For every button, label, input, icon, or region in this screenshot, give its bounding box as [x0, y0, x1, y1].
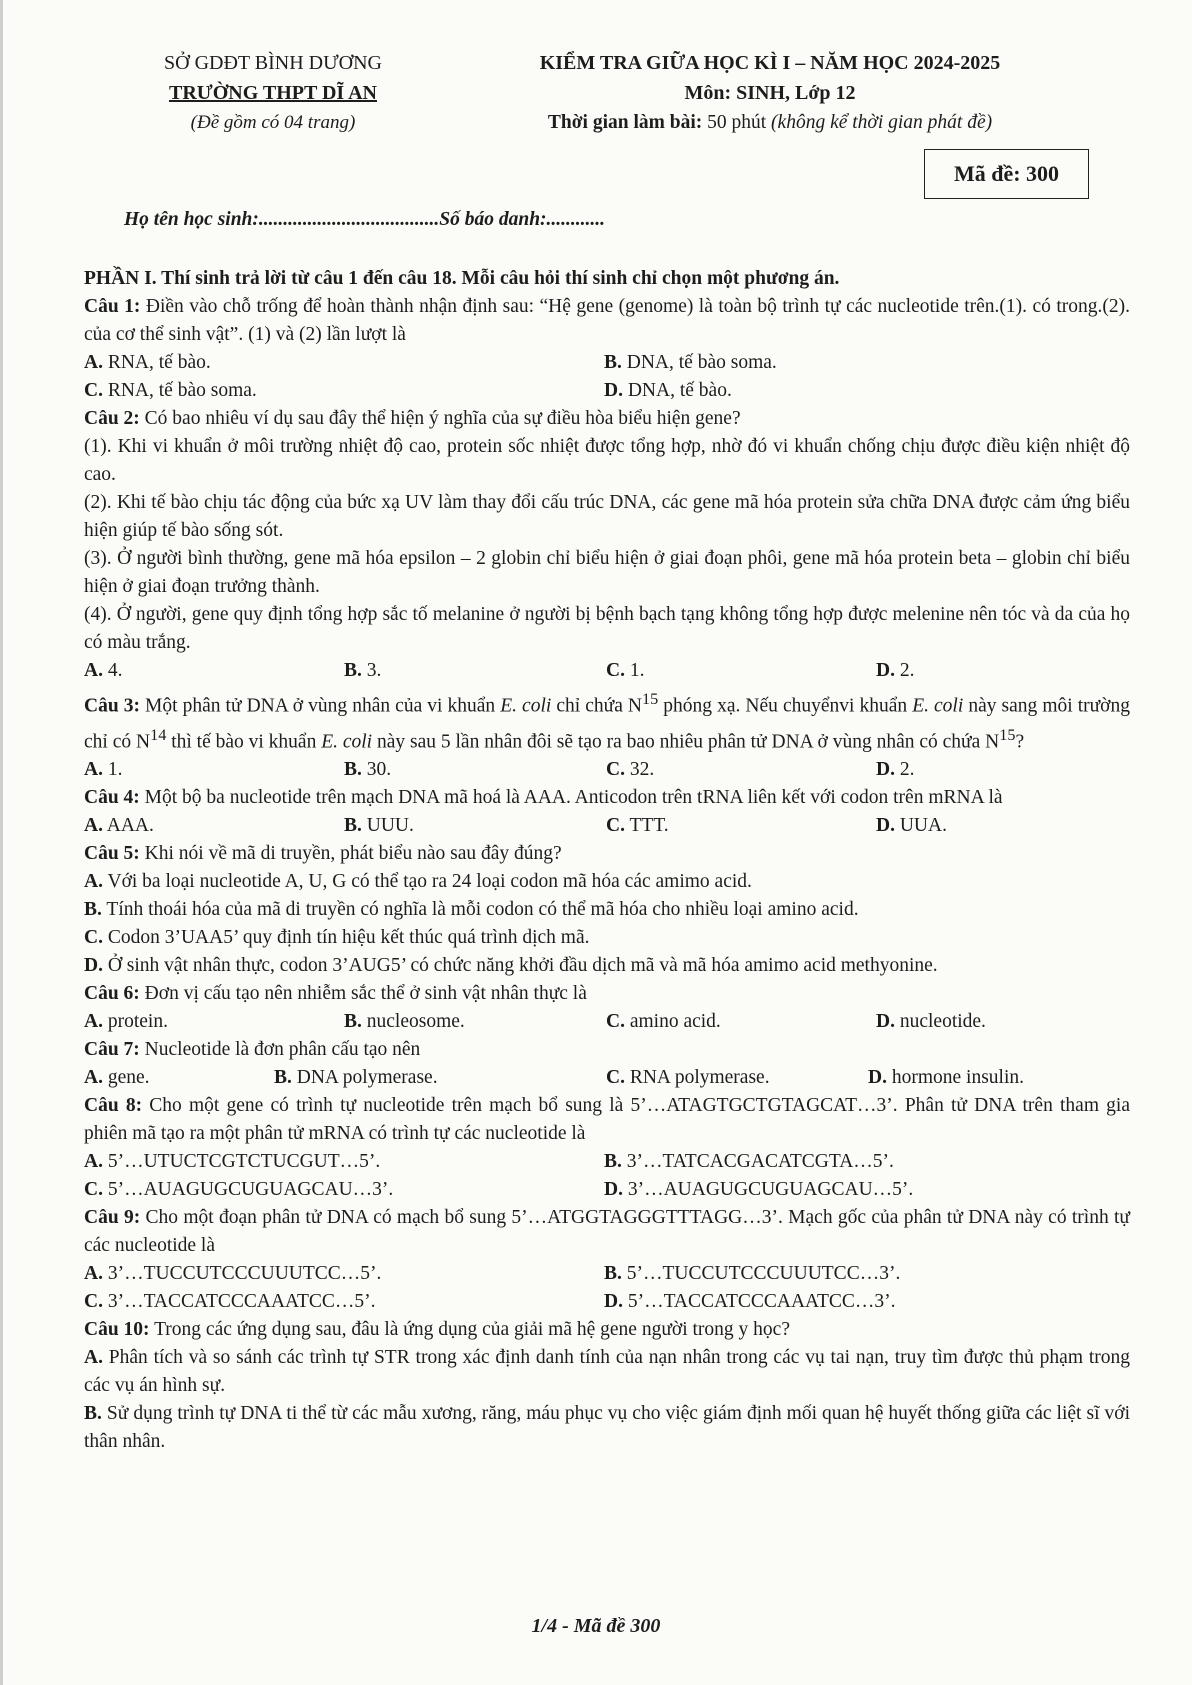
subject-line: Môn: SINH, Lớp 12 — [684, 82, 856, 104]
option-c: C. amino acid. — [606, 1011, 721, 1032]
option-a: A. 3’…TUCCUTCCCUUUTCC…5’. — [84, 1263, 382, 1284]
student-info-line: Họ tên học sinh:.....................................Số báo danh:............ — [124, 209, 606, 230]
option-b: B. Tính thoái hóa của mã di truyền có nghĩa là mỗi codon có thể mã hóa cho nhiều loại amino acid. — [84, 899, 859, 920]
question-label: Câu 6: — [84, 983, 140, 1004]
option-d: D. hormone insulin. — [868, 1067, 1025, 1088]
option-a: A. 5’…UTUCTCGTCTUCGUT…5’. — [84, 1151, 381, 1172]
page-footer: 1/4 - Mã đề 300 — [531, 1615, 661, 1637]
question-8 — [84, 1092, 1130, 1148]
pages-note: (Đề gồm có 04 trang) — [190, 112, 356, 133]
species-name: E. coli — [500, 695, 552, 717]
question-text: Một bộ ba nucleotide trên mạch DNA mã hoá là AAA. Anticodon trên tRNA liên kết với codon trên mRNA là — [139, 787, 1003, 808]
question-7 — [84, 1036, 1130, 1064]
question-text: Cho một gene có trình tự nucleotide trên mạch bổ sung là 5’…ATAGTGCTGTAGCAT…3’. Phân tử DNA trên tham gia phiên mã tạo ra một phân tử mRNA có trình tự các nucleotide là — [84, 1095, 1131, 1144]
exam-title: KIỂM TRA GIỮA HỌC KÌ I – NĂM HỌC 2024-2025 — [539, 52, 1001, 74]
option-b: B. DNA polymerase. — [274, 1067, 438, 1088]
option-c: C. RNA, tế bào soma. — [84, 380, 257, 401]
questions-section — [84, 265, 1130, 1456]
option-c: C. Codon 3’UAA5’ quy định tín hiệu kết thúc quá trình dịch mã. — [84, 927, 590, 948]
option-d: D. nucleotide. — [876, 1011, 986, 1032]
option-c: C. RNA polymerase. — [606, 1067, 770, 1088]
species-name: E. coli — [912, 695, 964, 717]
question-label: Câu 2: — [84, 408, 140, 429]
question-text: Có bao nhiêu ví dụ sau đây thể hiện ý nghĩa của sự điều hòa biểu hiện gene? — [139, 408, 741, 429]
option-d: D. UUA. — [876, 815, 947, 836]
question-1 — [84, 293, 1130, 349]
option-row — [84, 1260, 1130, 1288]
option-c: C. TTT. — [606, 815, 669, 836]
header-left — [128, 48, 418, 138]
question-label: Câu 4: — [84, 787, 140, 808]
option-a: A. Phân tích và so sánh các trình tự STR trong xác định danh tính của nạn nhân trong các vụ tai nạn, truy tìm được thủ phạm trong các vụ án hình sự. — [84, 1347, 1130, 1396]
question-label: Câu 5: — [84, 843, 140, 864]
option-d: D. 5’…TACCATCCCAAATCC…3’. — [604, 1291, 896, 1312]
school-name: TRƯỜNG THPT DĨ AN — [169, 82, 377, 104]
time-note: (không kể thời gian phát đề) — [771, 112, 993, 133]
question-5 — [84, 840, 1130, 868]
statement-2: (2). Khi tế bào chịu tác động của bức xạ UV làm thay đổi cấu trúc DNA, các gene mã hóa protein sửa chữa DNA được cảm ứng biểu hiện giúp tế bào sống sót. — [84, 492, 1130, 541]
question-text: Khi nói về mã di truyền, phát biểu nào sau đây đúng? — [139, 843, 562, 864]
question-label: Câu 8: — [84, 1095, 143, 1116]
option-d: D. 2. — [876, 660, 915, 681]
time-line — [470, 108, 1070, 138]
question-label: Câu 3: — [84, 695, 140, 717]
question-text: Cho một đoạn phân tử DNA có mạch bổ sung 5’…ATGGTAGGGTTTAGG…3’. Mạch gốc của phân tử DNA này có trình tự các nucleotide là — [84, 1207, 1130, 1256]
option-a: A. 4. — [84, 660, 123, 681]
species-name: E. coli — [321, 731, 373, 752]
time-value: 50 phút — [702, 112, 772, 133]
option-b: B. 5’…TUCCUTCCCUUUTCC…3’. — [604, 1263, 901, 1284]
option-row — [84, 1176, 1130, 1204]
question-9 — [84, 1204, 1130, 1260]
scan-edge — [0, 0, 3, 1685]
question-3: Câu 3: Một phân tử DNA ở vùng nhân của vi khuẩn E. coli chỉ chứa $N^{15}$ phóng xạ. Nếu chuyểnvi khuẩn E. coli này sang môi trường chỉ có $N^{14}$ thì tế bào vi khuẩn E. coli này sau 5 lần nhân đôi sẽ tạo ra bao nhiêu phân tử DNA ở vùng nhân có chứa $N^{15}$? — [84, 690, 1130, 752]
option-row — [84, 1148, 1130, 1176]
question-text: Trong các ứng dụng sau, đâu là ứng dụng của giải mã hệ gene người trong y học? — [149, 1319, 790, 1340]
statement-1: (1). Khi vi khuẩn ở môi trường nhiệt độ cao, protein sốc nhiệt được tổng hợp, nhờ đó vi khuẩn chống chịu được điều kiện nhiệt độ cao. — [84, 436, 1130, 485]
question-10 — [84, 1316, 1130, 1344]
statement-3: (3). Ở người bình thường, gene mã hóa epsilon – 2 globin chỉ biểu hiện ở giai đoạn phôi, gene mã hóa protein beta – globin chỉ biểu hiện ở giai đoạn trưởng thành. — [84, 548, 1130, 597]
option-a: A. RNA, tế bào. — [84, 352, 211, 373]
option-c: C. 32. — [606, 759, 655, 780]
option-row — [84, 1288, 1130, 1316]
option-d: D. 2. — [876, 759, 915, 780]
option-a: A. 1. — [84, 759, 123, 780]
question-label: Câu 1: — [84, 296, 141, 317]
question-label: Câu 7: — [84, 1039, 140, 1060]
question-2 — [84, 405, 1130, 433]
option-row — [84, 756, 1130, 784]
header-right — [470, 48, 1070, 138]
option-b: B. 3’…TATCACGACATCGTA…5’. — [604, 1151, 894, 1172]
option-row — [84, 349, 1130, 377]
option-row — [84, 1064, 1130, 1092]
option-b: B. 3. — [344, 660, 382, 681]
option-c: C. 3’…TACCATCCCAAATCC…5’. — [84, 1291, 376, 1312]
question-6 — [84, 980, 1130, 1008]
option-row — [84, 812, 1130, 840]
option-a: A. protein. — [84, 1011, 168, 1032]
option-b: B. nucleosome. — [344, 1011, 465, 1032]
statement-4: (4). Ở người, gene quy định tổng hợp sắc tố melanine ở người bị bệnh bạch tạng không tổng hợp được melenine nên tóc và da của họ có màu trắng. — [84, 604, 1130, 653]
option-d: D. Ở sinh vật nhân thực, codon 3’AUG5’ có chức năng khởi đầu dịch mã và mã hóa amimo acid methyonine. — [84, 955, 938, 976]
part-title: PHẦN I. Thí sinh trả lời từ câu 1 đến câu 18. Mỗi câu hỏi thí sinh chỉ chọn một phương án. — [84, 268, 840, 289]
option-a: A. gene. — [84, 1067, 150, 1088]
question-text: Nucleotide là đơn phân cấu tạo nên — [139, 1039, 421, 1060]
option-b: B. DNA, tế bào soma. — [604, 352, 777, 373]
option-b: B. UUU. — [344, 815, 414, 836]
question-4 — [84, 784, 1130, 812]
option-b: B. 30. — [344, 759, 392, 780]
option-row — [84, 377, 1130, 405]
time-label: Thời gian làm bài: — [547, 112, 703, 133]
question-label: Câu 10: — [84, 1319, 150, 1340]
option-c: C. 5’…AUAGUGCUGUAGCAU…3’. — [84, 1179, 394, 1200]
question-text: Đơn vị cấu tạo nên nhiễm sắc thể ở sinh vật nhân thực là — [139, 983, 587, 1004]
question-label: Câu 9: — [84, 1207, 141, 1228]
option-row — [84, 1008, 1130, 1036]
question-text: Điền vào chỗ trống để hoàn thành nhận định sau: “Hệ gene (genome) là toàn bộ trình tự các nucleotide trên.(1). có trong.(2). của cơ thể sinh vật”. (1) và (2) lần lượt là — [84, 296, 1130, 345]
option-row — [84, 657, 1130, 685]
exam-code-box: Mã đề: 300 — [924, 149, 1089, 199]
option-b: B. Sử dụng trình tự DNA ti thể từ các mẫu xương, răng, máu phục vụ cho việc giám định mối quan hệ huyết thống giữa các liệt sĩ với thân nhân. — [84, 1403, 1130, 1452]
option-d: D. DNA, tế bào. — [604, 380, 732, 401]
option-a: A. AAA. — [84, 815, 154, 836]
department-name: SỞ GDĐT BÌNH DƯƠNG — [164, 52, 382, 74]
option-c: C. 1. — [606, 660, 645, 681]
option-d: D. 3’…AUAGUGCUGUAGCAU…5’. — [604, 1179, 914, 1200]
option-a: A. Với ba loại nucleotide A, U, G có thể tạo ra 24 loại codon mã hóa các amimo acid. — [84, 871, 752, 892]
